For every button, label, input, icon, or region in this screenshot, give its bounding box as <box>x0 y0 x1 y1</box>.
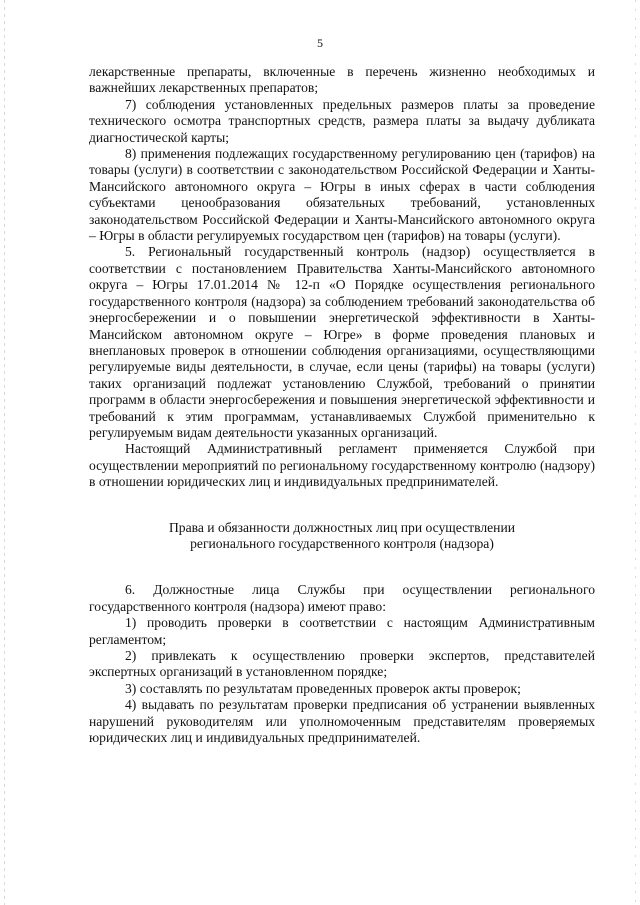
section-heading-line-2: регионального государственного контроля (надзора) <box>190 535 494 551</box>
document-body <box>89 64 595 746</box>
paragraph-right-3: 3) составлять по результатам проведенных проверок акты проверок; <box>125 680 521 696</box>
scan-edge-right <box>635 0 636 905</box>
page-number: 5 <box>317 36 323 50</box>
paragraph-section-5: 5. Региональный государственный контроль (надзор) осуществляется в соответствии с постановлением Правительства Ханты-Мансийского автономного округа – Югры 17.01.2014 № 12-п «О Порядке осуществления регионального государственного контроля (надзора) за соблюдением требований законодательства об энергосбережении и о повышении энергетической эффективности в Ханты-Мансийском автономном округе – Югре» в форме проведения плановых и внеплановых проверок в отношении соблюдения организациями, осуществляющими регулируемые виды деятельности, в случае, если цены (тарифы) на товары (услуги) таких организаций подлежат установлению Службой, требований о принятии программ в области энергосбережения и повышения энергетической эффективности и требований к этим программам, устанавливаемых Службой применительно к регулируемым видам деятельности указанных организаций. <box>89 244 595 440</box>
paragraph-right-1: 1) проводить проверки в соответствии с настоящим Административным регламентом; <box>89 615 595 647</box>
paragraph-item-8: 8) применения подлежащих государственному регулированию цен (тарифов) на товары (услуги) в соответствии с законодательством Российской Федерации и Ханты-Мансийского автономного округа – Югры в иных сферах в части соблюдения субъектами ценообразования обязательных требований, установленных законодательством Российской Федерации и Ханты-Мансийского автономного округа – Югры в области регулируемых государством цен (тарифов) на товары (услуги). <box>89 146 595 244</box>
paragraph-right-4: 4) выдавать по результатам проверки предписания об устранении выявленных нарушений руководителям или уполномоченным представителям проверяемых юридических лиц и индивидуальных предпринимателей. <box>89 697 595 746</box>
paragraph-right-2: 2) привлекать к осуществлению проверки экспертов, представителей экспертных организаций в установленном порядке; <box>89 648 595 680</box>
paragraph-section-6: 6. Должностные лица Службы при осуществлении регионального государственного контроля (надзора) имеют право: <box>89 582 595 614</box>
section-heading <box>89 520 595 553</box>
paragraph-regulation-scope: Настоящий Административный регламент применяется Службой при осуществлении мероприятий по региональному государственному контролю (надзору) в отношении юридических лиц и индивидуальных предпринимателей. <box>89 441 595 490</box>
section-heading-line-1: Права и обязанности должностных лиц при осуществлении <box>168 519 515 535</box>
paragraph-continuation: лекарственные препараты, включенные в перечень жизненно необходимых и важнейших лекарственных препаратов; <box>89 64 595 96</box>
paragraph-item-7: 7) соблюдения установленных предельных размеров платы за проведение технического осмотра транспортных средств, размера платы за выдачу дубликата диагностической карты; <box>89 96 595 145</box>
scan-edge-left <box>4 0 5 905</box>
